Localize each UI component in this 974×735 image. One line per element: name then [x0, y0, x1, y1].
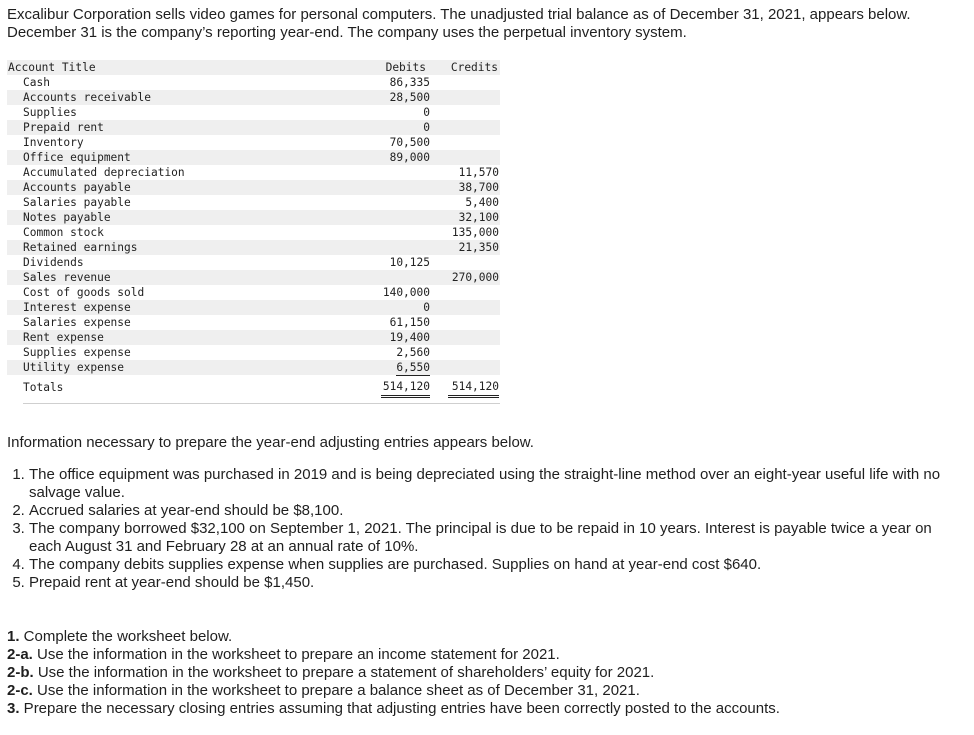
credit-amount: 270,000: [451, 271, 499, 284]
account-title: Prepaid rent: [23, 121, 104, 134]
debit-amount: 86,335: [389, 76, 430, 89]
requirement-text: Use the information in the worksheet to prepare a balance sheet as of December 31, 2021.: [32, 682, 640, 699]
account-title: Dividends: [23, 256, 84, 269]
account-title: Salaries payable: [23, 196, 131, 209]
account-title: Salaries expense: [23, 316, 131, 329]
credit-amount: 32,100: [458, 211, 499, 224]
requirement-text: Use the information in the worksheet to prepare a statement of shareholders’ equity for 2021.: [33, 664, 655, 681]
account-title: Supplies expense: [23, 346, 131, 359]
account-title: Interest expense: [23, 301, 131, 314]
debit-amount: 0: [423, 301, 430, 314]
account-title-header: Account Title: [8, 61, 96, 74]
account-title: Office equipment: [23, 151, 131, 164]
account-title: Notes payable: [23, 211, 111, 224]
debit-amount: 89,000: [389, 151, 430, 164]
table-row: [7, 195, 500, 210]
account-title: Accumulated depreciation: [23, 166, 185, 179]
adjustment-item: 5. Prepaid rent at year-end should be $1,450.: [29, 574, 962, 592]
adjustment-item: 1. The office equipment was purchased in 2019 and is being depreciated using the straight-line method over an eight-year useful life with no salvage value.: [29, 466, 962, 502]
table-row: [7, 135, 500, 150]
trial-balance-table: [7, 60, 500, 398]
credit-amount: 38,700: [458, 181, 499, 194]
table-row: [7, 150, 500, 165]
table-row: [7, 360, 500, 375]
problem-intro: Excalibur Corporation sells video games for personal computers. The unadjusted trial balance as of December 31, 2021, appears below. December 31 is the company’s reporting year-end. The company uses the perpetual inventory system.: [7, 6, 911, 41]
table-row: [7, 285, 500, 300]
table-row: [7, 180, 500, 195]
table-row: [7, 330, 500, 345]
account-title: Utility expense: [23, 361, 125, 374]
requirement-label: 2-b.: [7, 664, 34, 681]
table-row: [7, 90, 500, 105]
totals-label: Totals: [23, 381, 64, 394]
credit-amount: 21,350: [458, 241, 499, 254]
totals-credit: 514,120: [448, 378, 499, 398]
requirement-item: [7, 646, 962, 664]
account-title: Cost of goods sold: [23, 286, 145, 299]
debit-amount: 19,400: [389, 331, 430, 344]
requirement-item: [7, 664, 962, 682]
trial-balance-header: [7, 60, 500, 75]
account-title: Common stock: [23, 226, 104, 239]
debit-amount: 0: [423, 121, 430, 134]
table-row: [7, 210, 500, 225]
credit-amount: 5,400: [465, 196, 499, 209]
table-row: [7, 345, 500, 360]
debit-amount: 61,150: [389, 316, 430, 329]
account-title: Accounts payable: [23, 181, 131, 194]
adjusting-info: [7, 434, 962, 592]
account-title: Cash: [23, 76, 50, 89]
adjustment-item: 4. The company debits supplies expense when supplies are purchased. Supplies on hand at year-end cost $640.: [29, 556, 962, 574]
table-row: [7, 270, 500, 285]
debit-amount: 0: [423, 106, 430, 119]
credits-header: Credits: [450, 61, 498, 74]
table-row: [7, 255, 500, 270]
totals-debit: 514,120: [381, 378, 430, 398]
account-title: Inventory: [23, 136, 84, 149]
table-row: [7, 225, 500, 240]
requirement-label: 2-a.: [7, 646, 33, 663]
requirement-text: Use the information in the worksheet to prepare an income statement for 2021.: [32, 646, 560, 663]
account-title: Retained earnings: [23, 241, 138, 254]
debit-amount: 6,550: [396, 361, 430, 374]
requirement-item: [7, 700, 962, 718]
adjustment-list: [7, 466, 962, 592]
debit-amount: 140,000: [382, 286, 430, 299]
info-intro: Information necessary to prepare the year-end adjusting entries appears below.: [7, 434, 534, 451]
table-row: [7, 120, 500, 135]
table-row: [7, 105, 500, 120]
table-row: [7, 165, 500, 180]
debit-amount: 28,500: [389, 91, 430, 104]
adjustment-item: 3. The company borrowed $32,100 on September 1, 2021. The principal is due to be repaid in 10 years. Interest is payable twice a year on each August 31 and February 28 at an annual rate of 10%.: [29, 520, 962, 556]
requirement-text: Prepare the necessary closing entries assuming that adjusting entries have been correctly posted to the accounts.: [19, 700, 780, 717]
totals-rule: [23, 403, 500, 404]
debit-amount: 10,125: [389, 256, 430, 269]
account-title: Accounts receivable: [23, 91, 151, 104]
credit-amount: 11,570: [458, 166, 499, 179]
trial-balance-body: [7, 75, 500, 375]
table-row: [7, 75, 500, 90]
requirement-item: [7, 682, 962, 700]
adjustment-item: 2. Accrued salaries at year-end should be $8,100.: [29, 502, 962, 520]
requirement-item: [7, 628, 962, 646]
table-row: [7, 240, 500, 255]
table-row: [7, 315, 500, 330]
requirement-text: Complete the worksheet below.: [19, 628, 233, 645]
requirements-list: [7, 628, 962, 718]
account-title: Rent expense: [23, 331, 104, 344]
credit-amount: 135,000: [451, 226, 499, 239]
account-title: Sales revenue: [23, 271, 111, 284]
table-row: [7, 300, 500, 315]
requirement-label: 3.: [7, 700, 20, 717]
debit-amount: 70,500: [389, 136, 430, 149]
debit-amount: 2,560: [396, 346, 430, 359]
requirement-label: 1.: [7, 628, 20, 645]
requirement-label: 2-c.: [7, 682, 33, 699]
totals-row: [7, 378, 500, 398]
debits-header: Debits: [385, 61, 426, 74]
account-title: Supplies: [23, 106, 77, 119]
